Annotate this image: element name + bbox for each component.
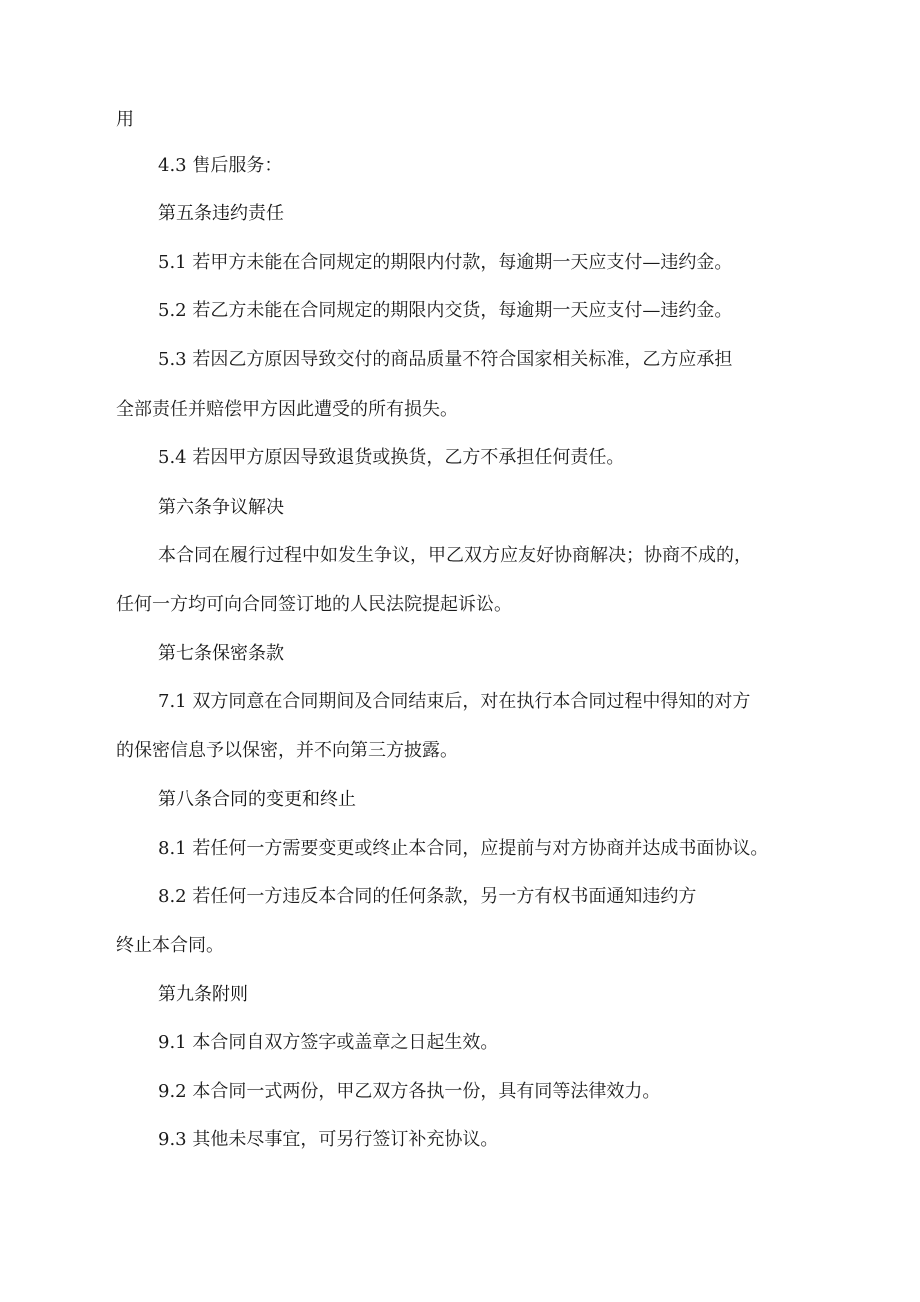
article-6-heading: 第六条争议解决 [158,497,284,518]
clause-4-3: 4.3 售后服务： [158,155,283,176]
clause-5-1: 5.1 若甲方未能在合同规定的期限内付款，每逾期一天应支付—违约金。 [158,252,733,273]
clause-9-3: 9.3 其他未尽事宜，可另行签订补充协议。 [158,1129,499,1150]
article-9-heading: 第九条附则 [158,984,248,1005]
clause-9-2: 9.2 本合同一式两份，甲乙双方各执一份，具有同等法律效力。 [158,1081,661,1102]
clause-5-4: 5.4 若因甲方原因导致退货或换货，乙方不承担任何责任。 [158,447,625,468]
article-8-heading: 第八条合同的变更和终止 [158,789,356,810]
clause-8-2-line-2: 终止本合同。 [116,935,224,956]
article-6-paragraph-line-1: 本合同在履行过程中如发生争议，甲乙双方应友好协商解决；协商不成的， [158,545,752,566]
clause-5-2: 5.2 若乙方未能在合同规定的期限内交货，每逾期一天应支付—违约金。 [158,300,733,321]
article-6-paragraph-line-2: 任何一方均可向合同签订地的人民法院提起诉讼。 [116,594,512,615]
clause-9-1: 9.1 本合同自双方签字或盖章之日起生效。 [158,1032,499,1053]
clause-8-2-line-1: 8.2 若任何一方违反本合同的任何条款，另一方有权书面通知违约方 [158,886,697,907]
clause-7-1-line-2: 的保密信息予以保密，并不向第三方披露。 [116,740,458,761]
paragraph-continuation-line: 用 [116,109,134,130]
clause-7-1-line-1: 7.1 双方同意在合同期间及合同结束后，对在执行本合同过程中得知的对方 [158,691,751,712]
clause-5-3-line-2: 全部责任并赔偿甲方因此遭受的所有损失。 [116,399,458,420]
clause-8-1: 8.1 若任何一方需要变更或终止本合同，应提前与对方协商并达成书面协议。 [158,838,769,859]
article-5-heading: 第五条违约责任 [158,203,284,224]
clause-5-3-line-1: 5.3 若因乙方原因导致交付的商品质量不符合国家相关标准，乙方应承担 [158,349,733,370]
article-7-heading: 第七条保密条款 [158,643,284,664]
